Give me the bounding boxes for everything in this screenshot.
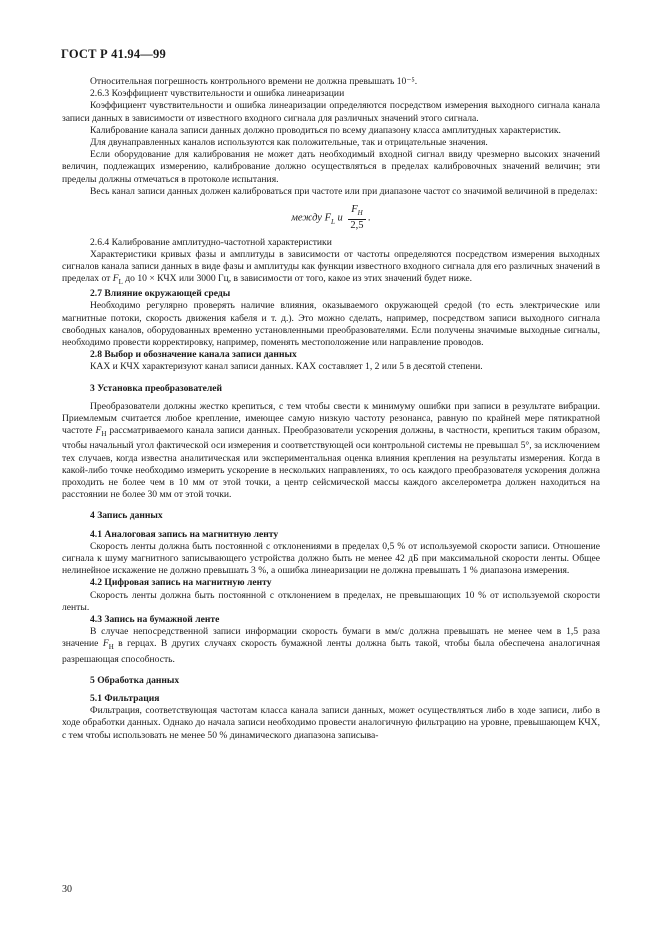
- section-heading-5: 5 Обработка данных: [90, 674, 180, 686]
- section-heading-3: 3 Установка преобразователей: [90, 382, 223, 394]
- formula-lead: между: [291, 212, 322, 224]
- fraction-numerator: $F_H$: [348, 204, 365, 220]
- section-heading-2-6-3: 2.6.3 Коэффициент чувствительности и ошибка линеаризации: [90, 88, 345, 100]
- frequency-range-formula: [62, 204, 600, 233]
- paragraph: Коэффициент чувствительности и ошибка линеаризации определяются посредством измерения выходного сигнала канала записи данных в зависимости от известного входного сигнала для различных значений этого сигнала.: [62, 100, 600, 124]
- page-number: 30: [62, 884, 72, 895]
- paragraph: Фильтрация, соответствующая частотам класса канала записи данных, может осуществляться либо в ходе записи, либо в ходе обработки данных. Однако до начала записи необходимо провести аналогичную фильтрацию на уровне, превышающем КЧХ, с тем чтобы использовать не менее 50 % динамического диапазона записыва-: [62, 705, 600, 741]
- paragraph: Относительная погрешность контрольного времени не должна превышать 10⁻⁵.: [90, 76, 418, 87]
- paragraph: Калибрование канала записи данных должно проводиться по всему диапазону класса амплитудных характеристик.: [90, 124, 561, 136]
- paragraph: Характеристики кривых фазы и амплитуды в зависимости от частоты определяются посредством измерения выходных сигналов канала записи данных в виде фазы и амплитуды как функции известного входного сигнала для его различных значений в пределах от $F_L$ до 10 × КЧХ или 3000 Гц, в зависимости от того, какое из этих значений будет ниже.: [62, 248, 600, 287]
- section-heading-2-8: 2.8 Выбор и обозначение канала записи данных: [90, 349, 297, 361]
- section-heading-4-2: 4.2 Цифровая запись на магнитную ленту: [90, 577, 272, 589]
- paragraph: Скорость ленты должна быть постоянной с отклонением в пределах, не превышающих 10 % от используемой скорости ленты.: [62, 589, 600, 613]
- paragraph: Скорость ленты должна быть постоянной с отклонениями в пределах 0,5 % от используемой скорости записи. Отношение сигнала к шуму магнитного записывающего устройства должно быть не менее 42 дБ при максимальной скорости ленты. Общее нелинейное искажение не должно превышать 3 %, а ошибка линеаризации не должна превышать 1 % диапазона измерения.: [62, 540, 600, 577]
- paragraph: КАХ и КЧХ характеризуют канал записи данных. КАХ составляет 1, 2 или 5 в десятой степени.: [90, 361, 483, 373]
- formula-fraction: [348, 204, 365, 233]
- section-heading-4-1: 4.1 Аналоговая запись на магнитную ленту: [90, 528, 279, 540]
- paragraph: Для двунаправленных каналов используются как положительные, так и отрицательные значения.: [90, 137, 488, 149]
- formula-end: .: [368, 212, 371, 224]
- paragraph: Преобразователи должны жестко крепиться, с тем чтобы свести к минимуму ошибки при записи в результате вибрации. Приемлемым считается любое крепление, имеющее самую низкую частоту резонанса, равную по крайней мере пятикратной частоте $F_H$ рассматриваемого канала записи данных. Преобразователи ускорения должны, в частности, крепиться таким образом, чтобы начальный угол фактической оси измерения и соответствующей оси контрольной системы не превышал 5°, за исключением тех случаев, когда известна аналитическая или экспериментальная оценка влияния крепления на результаты измерения. Когда в какой-либо точке необходимо измерить ускорение в нескольких направлениях, то ось каждого преобразователя ускорения должна проходить не более чем в 10 мм от этой точки, а центр сейсмической массы каждого акселерометра должен находиться на расстоянии не более 30 мм от этой точки.: [62, 400, 600, 501]
- section-heading-5-1: 5.1 Фильтрация: [90, 692, 160, 704]
- document-body: [62, 76, 600, 742]
- section-heading-4-3: 4.3 Запись на бумажной ленте: [90, 614, 220, 626]
- section-heading-2-7: 2.7 Влияние окружающей среды: [90, 288, 231, 300]
- formula-conj: и: [337, 212, 343, 224]
- paragraph: Если оборудование для калибрования не может дать необходимый входной сигнал ввиду чрезмерно высоких значений величин, подлежащих измерению, калибрование должно осуществляться в пределах калибровочных значений величин; эти пределы должны отмечаться в протоколе испытания.: [62, 149, 600, 185]
- formula-fl: F: [324, 212, 331, 224]
- paragraph: Весь канал записи данных должен калиброваться при частоте или при диапазоне частот со значимой величиной в пределах:: [90, 185, 598, 197]
- formula-fl-sub: L: [330, 217, 335, 226]
- paragraph: В случае непосредственной записи информации скорость бумаги в мм/с должна превышать не менее чем в 1,5 раза значение $F_H$ в герцах. В других случаях скорость бумажной ленты должна быть такой, чтобы была обеспечена аналогичная разрешающая способность.: [62, 626, 600, 665]
- paragraph: Необходимо регулярно проверять наличие влияния, оказываемого окружающей средой (то есть электрические или магнитные потоки, скорость движения кабеля и т. д.). Это можно сделать, например, посредством записи выходного сигнала свободных каналов, оборудованных временно установленными преобразователями. Если получены значимые выходные сигналы, необходимо провести корректировку, например, поменять местоположение или направление проводов.: [62, 300, 600, 349]
- fraction-denominator: 2,5: [350, 220, 364, 232]
- section-heading-2-6-4: 2.6.4 Калибрование амплитудно-частотной характеристики: [90, 236, 332, 248]
- page-header: ГОСТ Р 41.94—99: [61, 47, 166, 61]
- section-heading-4: 4 Запись данных: [90, 510, 163, 522]
